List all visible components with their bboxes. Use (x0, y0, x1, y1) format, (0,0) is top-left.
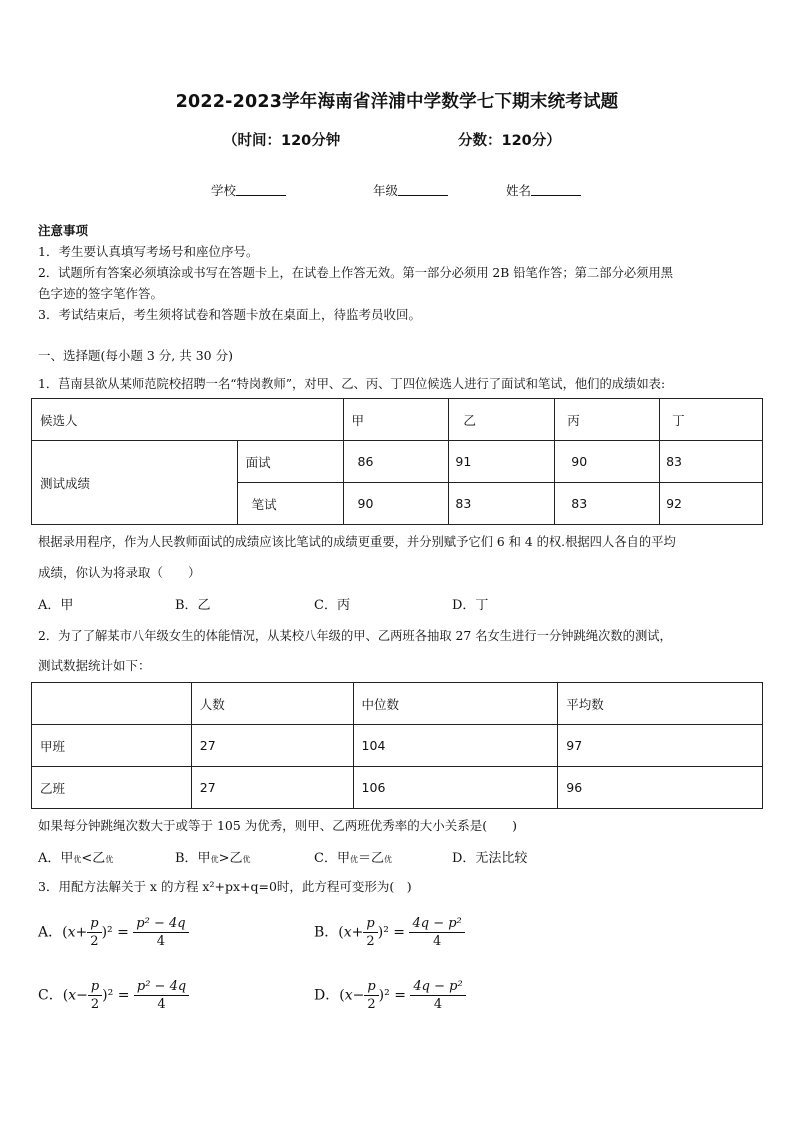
math-var: x (343, 924, 352, 941)
math-sign: − (352, 987, 365, 1004)
denominator: 2 (90, 934, 99, 949)
option-text: ＝乙 (357, 851, 384, 866)
exponent: ² (383, 924, 389, 941)
q2-option-d[interactable]: D．无法比较 (452, 851, 528, 866)
subscript: 优 (349, 855, 358, 864)
q2-option-b[interactable] (175, 847, 250, 866)
math-sign: − (76, 987, 88, 1004)
fraction (88, 978, 102, 1013)
option-text: C．甲 (314, 851, 350, 866)
school-field (211, 181, 286, 199)
table-cell: 甲班 (32, 725, 192, 767)
table-cell: 104 (353, 725, 558, 767)
interview-label: 面试 (237, 441, 343, 483)
fraction (364, 978, 378, 1013)
subscript: 优 (73, 855, 82, 864)
notice-item-2-cont: 色字迹的签字笔作答。 (38, 286, 164, 301)
subscript: 优 (242, 855, 251, 864)
option-label: C． (38, 987, 63, 1004)
q1-question: 成绩，你认为将录取（ ） (38, 565, 201, 580)
notice-item-1: 1．考生要认真填写考场号和座位序号。 (38, 244, 259, 259)
fraction (363, 915, 377, 950)
fraction (134, 978, 189, 1013)
test-score-label: 测试成绩 (32, 441, 238, 525)
q1-option-b[interactable]: B．乙 (175, 598, 211, 613)
math-var: x (67, 924, 76, 941)
denominator: 4 (432, 934, 442, 949)
table-cell: 27 (191, 767, 353, 809)
written-label: 笔试 (237, 483, 343, 525)
grade-blank (398, 183, 448, 196)
numerator: 4q − p² (410, 978, 465, 996)
table-cell: 86 (343, 441, 449, 483)
table-row (32, 725, 763, 767)
option-label: D． (314, 987, 340, 1004)
option-text: >乙 (218, 851, 243, 866)
numerator: p (364, 978, 378, 996)
table-cell: 83 (449, 483, 555, 525)
numerator: 4q − p² (409, 915, 464, 933)
option-text: B．甲 (175, 851, 211, 866)
q1-score-table (31, 398, 763, 525)
table-cell: 90 (343, 483, 449, 525)
table-header: 平均数 (558, 683, 763, 725)
denominator: 2 (367, 997, 376, 1012)
grade-field (373, 181, 448, 199)
math-var: x (344, 987, 353, 1004)
exponent: ² (384, 987, 390, 1004)
notice-heading: 注意事项 (38, 223, 89, 238)
q3-option-d[interactable]: D．(x− $\frac{p}{2}$ )² = $\frac{\text{4q − p²}}{4}$ (314, 978, 466, 1013)
table-header: 中位数 (353, 683, 558, 725)
option-text: <乙 (81, 851, 106, 866)
q1-option-d[interactable]: D．丁 (452, 598, 489, 613)
candidate-name: 丙 (555, 399, 660, 441)
table-row (32, 441, 763, 483)
numerator: p (88, 978, 102, 996)
q1-option-a[interactable]: A．甲 (38, 598, 74, 613)
numerator: p (87, 915, 101, 933)
q3-option-a[interactable]: A．(x+ $\frac{p}{2}$ )² = $\frac{\text{p² − 4q}}{4}$ (38, 915, 189, 950)
math-sign: + (351, 924, 364, 941)
option-label: A． (38, 924, 63, 941)
exponent: ² (107, 924, 113, 941)
fraction (409, 915, 464, 950)
section-heading: 一、选择题(每小题 3 分, 共 30 分) (38, 348, 233, 363)
q2-stem-cont: 测试数据统计如下： (38, 658, 151, 673)
table-header: 人数 (191, 683, 353, 725)
candidate-name: 甲 (343, 399, 449, 441)
option-text: A．甲 (38, 851, 74, 866)
candidate-name: 丁 (660, 399, 763, 441)
equals: = (394, 987, 406, 1004)
numerator: p² − 4q (133, 915, 188, 933)
fraction (410, 978, 465, 1013)
denominator: 4 (433, 997, 443, 1012)
table-cell: 106 (353, 767, 558, 809)
name-label: 姓名 (506, 183, 532, 198)
option-label: B． (314, 924, 339, 941)
page-title: 2022-2023学年海南省洋浦中学数学七下期末统考试题 (175, 92, 619, 112)
q2-option-a[interactable] (38, 847, 113, 866)
candidate-name: 乙 (449, 399, 555, 441)
fraction (133, 915, 188, 950)
score-label: 分数：120分） (458, 133, 561, 149)
q3-stem: 3．用配方法解关于 x 的方程 x²+px+q=0时，此方程可变形为( ) (38, 879, 412, 894)
name-field (506, 181, 581, 199)
denominator: 2 (366, 934, 375, 949)
notice-item-2: 2．试题所有答案必须填涂或书写在答题卡上，在试卷上作答无效。第一部分必须用 2B 铅笔作答；第二部分必须用黑 (38, 266, 674, 280)
math-var: x (68, 987, 77, 1004)
q2-stem: 2．为了了解某市八年级女生的体能情况，从某校八年级的甲、乙两班各抽取 27 名女生进行一分钟跳绳次数的测试， (38, 629, 672, 643)
table-header (32, 683, 192, 725)
fraction (87, 915, 101, 950)
exponent: ² (107, 987, 114, 1004)
table-cell: 83 (555, 483, 660, 525)
q2-stats-table (31, 682, 763, 809)
subscript: 优 (383, 855, 392, 864)
notice-item-3: 3．考试结束后，考生须将试卷和答题卡放在桌面上，待监考员收回。 (38, 307, 421, 322)
q1-option-c[interactable]: C．丙 (314, 598, 350, 613)
name-blank (531, 183, 581, 196)
table-cell: 83 (660, 441, 763, 483)
q1-explanation: 根据录用程序，作为人民教师面试的成绩应该比笔试的成绩更重要，并分别赋予它们 6 和 4 的权.根据四人各自的平均 (38, 535, 676, 549)
equals: = (393, 924, 406, 941)
time-label: （时间：120分钟 (223, 133, 341, 149)
table-cell: 91 (449, 441, 555, 483)
table-row (32, 683, 763, 725)
table-cell: 90 (555, 441, 660, 483)
denominator: 4 (157, 997, 166, 1012)
q2-option-c[interactable] (314, 847, 392, 866)
subscript: 优 (210, 855, 219, 864)
candidate-header: 候选人 (32, 399, 344, 441)
q3-option-b[interactable]: B．(x+ $\frac{p}{2}$ )² = $\frac{\text{4q − p²}}{4}$ (314, 915, 465, 950)
subscript: 优 (105, 855, 114, 864)
q3-option-c[interactable]: C．(x− $\frac{p}{2}$ )² = $\frac{\text{p² − 4q}}{4}$ (38, 978, 189, 1013)
denominator: 4 (156, 934, 166, 949)
q1-stem: 1．莒南县欲从某师范院校招聘一名“特岗教师”，对甲、乙、丙、丁四位候选人进行了面试和笔试，他们的成绩如表: (38, 377, 666, 391)
numerator: p (363, 915, 377, 933)
table-row (32, 767, 763, 809)
table-cell: 27 (191, 725, 353, 767)
school-blank (236, 183, 286, 196)
table-row (32, 399, 763, 441)
table-cell: 92 (660, 483, 763, 525)
school-label: 学校 (211, 183, 237, 198)
table-cell: 96 (558, 767, 763, 809)
equals: = (117, 924, 129, 941)
math-sign: + (75, 924, 88, 941)
equals: = (117, 987, 130, 1004)
grade-label: 年级 (373, 183, 399, 198)
q2-question: 如果每分钟跳绳次数大于或等于 105 为优秀，则甲、乙两班优秀率的大小关系是( ) (38, 818, 518, 833)
table-cell: 乙班 (32, 767, 192, 809)
numerator: p² − 4q (134, 978, 189, 996)
table-cell: 97 (558, 725, 763, 767)
denominator: 2 (90, 997, 100, 1012)
